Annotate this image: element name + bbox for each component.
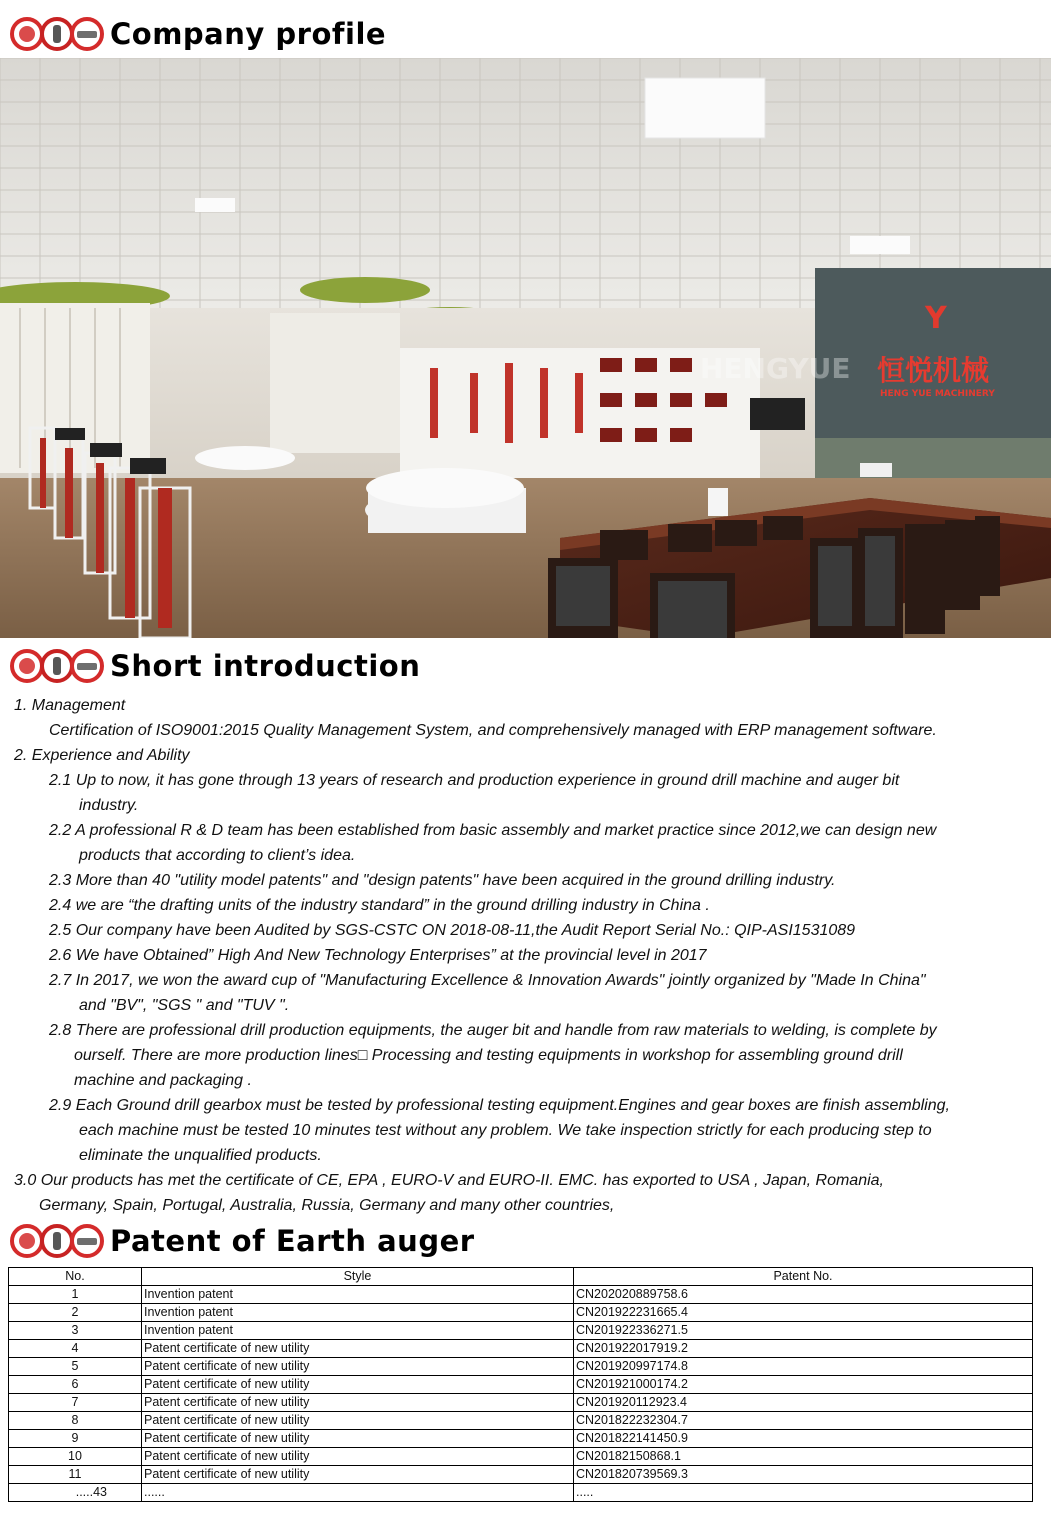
intro-line: 2.9 Each Ground drill gearbox must be tested by professional testing equipment.Engines and gear boxes are finish assembling, <box>49 1097 950 1114</box>
hengyue-seal-icon <box>10 17 44 51</box>
cell-style: Patent certificate of new utility <box>142 1430 574 1448</box>
brand-badge-icon <box>70 1224 104 1258</box>
cell-patent-no: CN201922017919.2 <box>574 1340 1033 1358</box>
cell-no: 1 <box>9 1286 142 1304</box>
cell-style: Invention patent <box>142 1322 574 1340</box>
drill-man-icon <box>40 17 74 51</box>
sign-cn: 恒悦机械 <box>877 354 990 387</box>
introduction-text <box>14 693 1044 1218</box>
hengyue-seal-icon <box>10 649 44 683</box>
table-header-row <box>9 1268 1033 1286</box>
cell-patent-no: CN202020889758.6 <box>574 1286 1033 1304</box>
cell-patent-no: CN20182150868.1 <box>574 1448 1033 1466</box>
cell-no: 11 <box>9 1466 142 1484</box>
company-logo <box>10 17 100 51</box>
table-row <box>9 1286 1033 1304</box>
short-introduction-header <box>10 642 420 690</box>
cell-patent-no: CN201822141450.9 <box>574 1430 1033 1448</box>
brand-badge-icon <box>70 17 104 51</box>
intro-line: machine and packaging . <box>74 1072 252 1089</box>
cell-style: Invention patent <box>142 1304 574 1322</box>
intro-line: eliminate the unqualified products. <box>79 1147 322 1164</box>
col-header-patent-no: Patent No. <box>574 1268 1033 1286</box>
table-row <box>9 1448 1033 1466</box>
cell-patent-no: CN201922336271.5 <box>574 1322 1033 1340</box>
intro-line: 2.8 There are professional drill production equipments, the auger bit and handle from raw materials to welding, is complete by <box>49 1022 937 1039</box>
intro-line: 2.6 We have Obtained” High And New Technology Enterprises” at the provincial level in 2017 <box>49 947 707 964</box>
cell-no: 8 <box>9 1412 142 1430</box>
section-title: Short introduction <box>110 649 421 683</box>
drill-man-icon <box>40 649 74 683</box>
cell-style: Patent certificate of new utility <box>142 1412 574 1430</box>
cell-style: Invention patent <box>142 1286 574 1304</box>
cell-patent-no: CN201820739569.3 <box>574 1466 1033 1484</box>
company-logo <box>10 649 100 683</box>
table-row <box>9 1304 1033 1322</box>
intro-line: Certification of ISO9001:2015 Quality Management System, and comprehensively managed with ERP management software. <box>49 722 937 739</box>
table-row <box>9 1394 1033 1412</box>
cell-patent-no: CN201822232304.7 <box>574 1412 1033 1430</box>
table-row <box>9 1322 1033 1340</box>
intro-line: 2.3 More than 40 "utility model patents" and "design patents" have been acquired in the ground drilling industry. <box>49 872 836 889</box>
patent-table <box>8 1267 1033 1502</box>
intro-line: 2.7 In 2017, we won the award cup of "Manufacturing Excellence & Innovation Awards" jointly organized by "Made In China" <box>49 972 926 989</box>
intro-line: ourself. There are more production lines□ Processing and testing equipments in workshop for assembling ground drill <box>74 1047 903 1064</box>
cell-no: 6 <box>9 1376 142 1394</box>
sign-sub: HENG YUE MACHINERY <box>880 389 995 399</box>
cell-patent-no: CN201920112923.4 <box>574 1394 1033 1412</box>
cell-no: .....43 <box>9 1484 142 1502</box>
company-profile-header <box>10 10 386 58</box>
cell-no: 3 <box>9 1322 142 1340</box>
intro-line: industry. <box>79 797 139 814</box>
cell-style: Patent certificate of new utility <box>142 1466 574 1484</box>
svg-text:Y: Y <box>925 301 947 336</box>
cell-no: 9 <box>9 1430 142 1448</box>
cell-style: Patent certificate of new utility <box>142 1340 574 1358</box>
intro-line: 2.2 A professional R & D team has been established from basic assembly and market practice since 2012,we can design new <box>49 822 937 839</box>
cell-no: 5 <box>9 1358 142 1376</box>
cell-style: ...... <box>142 1484 574 1502</box>
table-row <box>9 1430 1033 1448</box>
cell-no: 2 <box>9 1304 142 1322</box>
brand-badge-icon <box>70 649 104 683</box>
table-row <box>9 1376 1033 1394</box>
cell-style: Patent certificate of new utility <box>142 1358 574 1376</box>
cell-no: 7 <box>9 1394 142 1412</box>
cell-patent-no: ..... <box>574 1484 1033 1502</box>
section-title: Patent of Earth auger <box>110 1224 475 1258</box>
cell-no: 10 <box>9 1448 142 1466</box>
hengyue-seal-icon <box>10 1224 44 1258</box>
intro-line: products that according to client’s idea. <box>79 847 356 864</box>
cell-style: Patent certificate of new utility <box>142 1394 574 1412</box>
intro-line: each machine must be tested 10 minutes test without any problem. We take inspection strictly for each producing step to <box>79 1122 932 1139</box>
col-header-no: No. <box>9 1268 142 1286</box>
intro-line: and "BV", "SGS " and "TUV ". <box>79 997 290 1014</box>
patent-header <box>10 1217 475 1265</box>
intro-line: Germany, Spain, Portugal, Australia, Russia, Germany and many other countries, <box>39 1197 615 1214</box>
table-row <box>9 1412 1033 1430</box>
showroom-photo <box>0 58 1051 638</box>
cell-patent-no: CN201920997174.8 <box>574 1358 1033 1376</box>
intro-line: 3.0 Our products has met the certificate of CE, EPA , EURO-V and EURO-II. EMC. has exported to USA , Japan, Romania, <box>14 1172 884 1189</box>
intro-line: 2.5 Our company have been Audited by SGS-CSTC ON 2018-08-11,the Audit Report Serial No.: QIP-ASI1531089 <box>49 922 856 939</box>
intro-line: 2.1 Up to now, it has gone through 13 years of research and production experience in ground drill machine and auger bit <box>49 772 900 789</box>
cell-no: 4 <box>9 1340 142 1358</box>
company-logo <box>10 1224 100 1258</box>
table-row <box>9 1466 1033 1484</box>
intro-line: 2.4 we are “the drafting units of the industry standard” in the ground drilling industry in China . <box>49 897 710 914</box>
cell-patent-no: CN201921000174.2 <box>574 1376 1033 1394</box>
cell-patent-no: CN201922231665.4 <box>574 1304 1033 1322</box>
table-row <box>9 1484 1033 1502</box>
table-row <box>9 1358 1033 1376</box>
watermark-brand: HENGYUE <box>700 352 851 385</box>
cell-style: Patent certificate of new utility <box>142 1448 574 1466</box>
col-header-style: Style <box>142 1268 574 1286</box>
section-title: Company profile <box>110 17 387 51</box>
drill-man-icon <box>40 1224 74 1258</box>
table-row <box>9 1340 1033 1358</box>
intro-line: 2. Experience and Ability <box>14 747 190 764</box>
cell-style: Patent certificate of new utility <box>142 1376 574 1394</box>
intro-line: 1. Management <box>14 697 126 714</box>
